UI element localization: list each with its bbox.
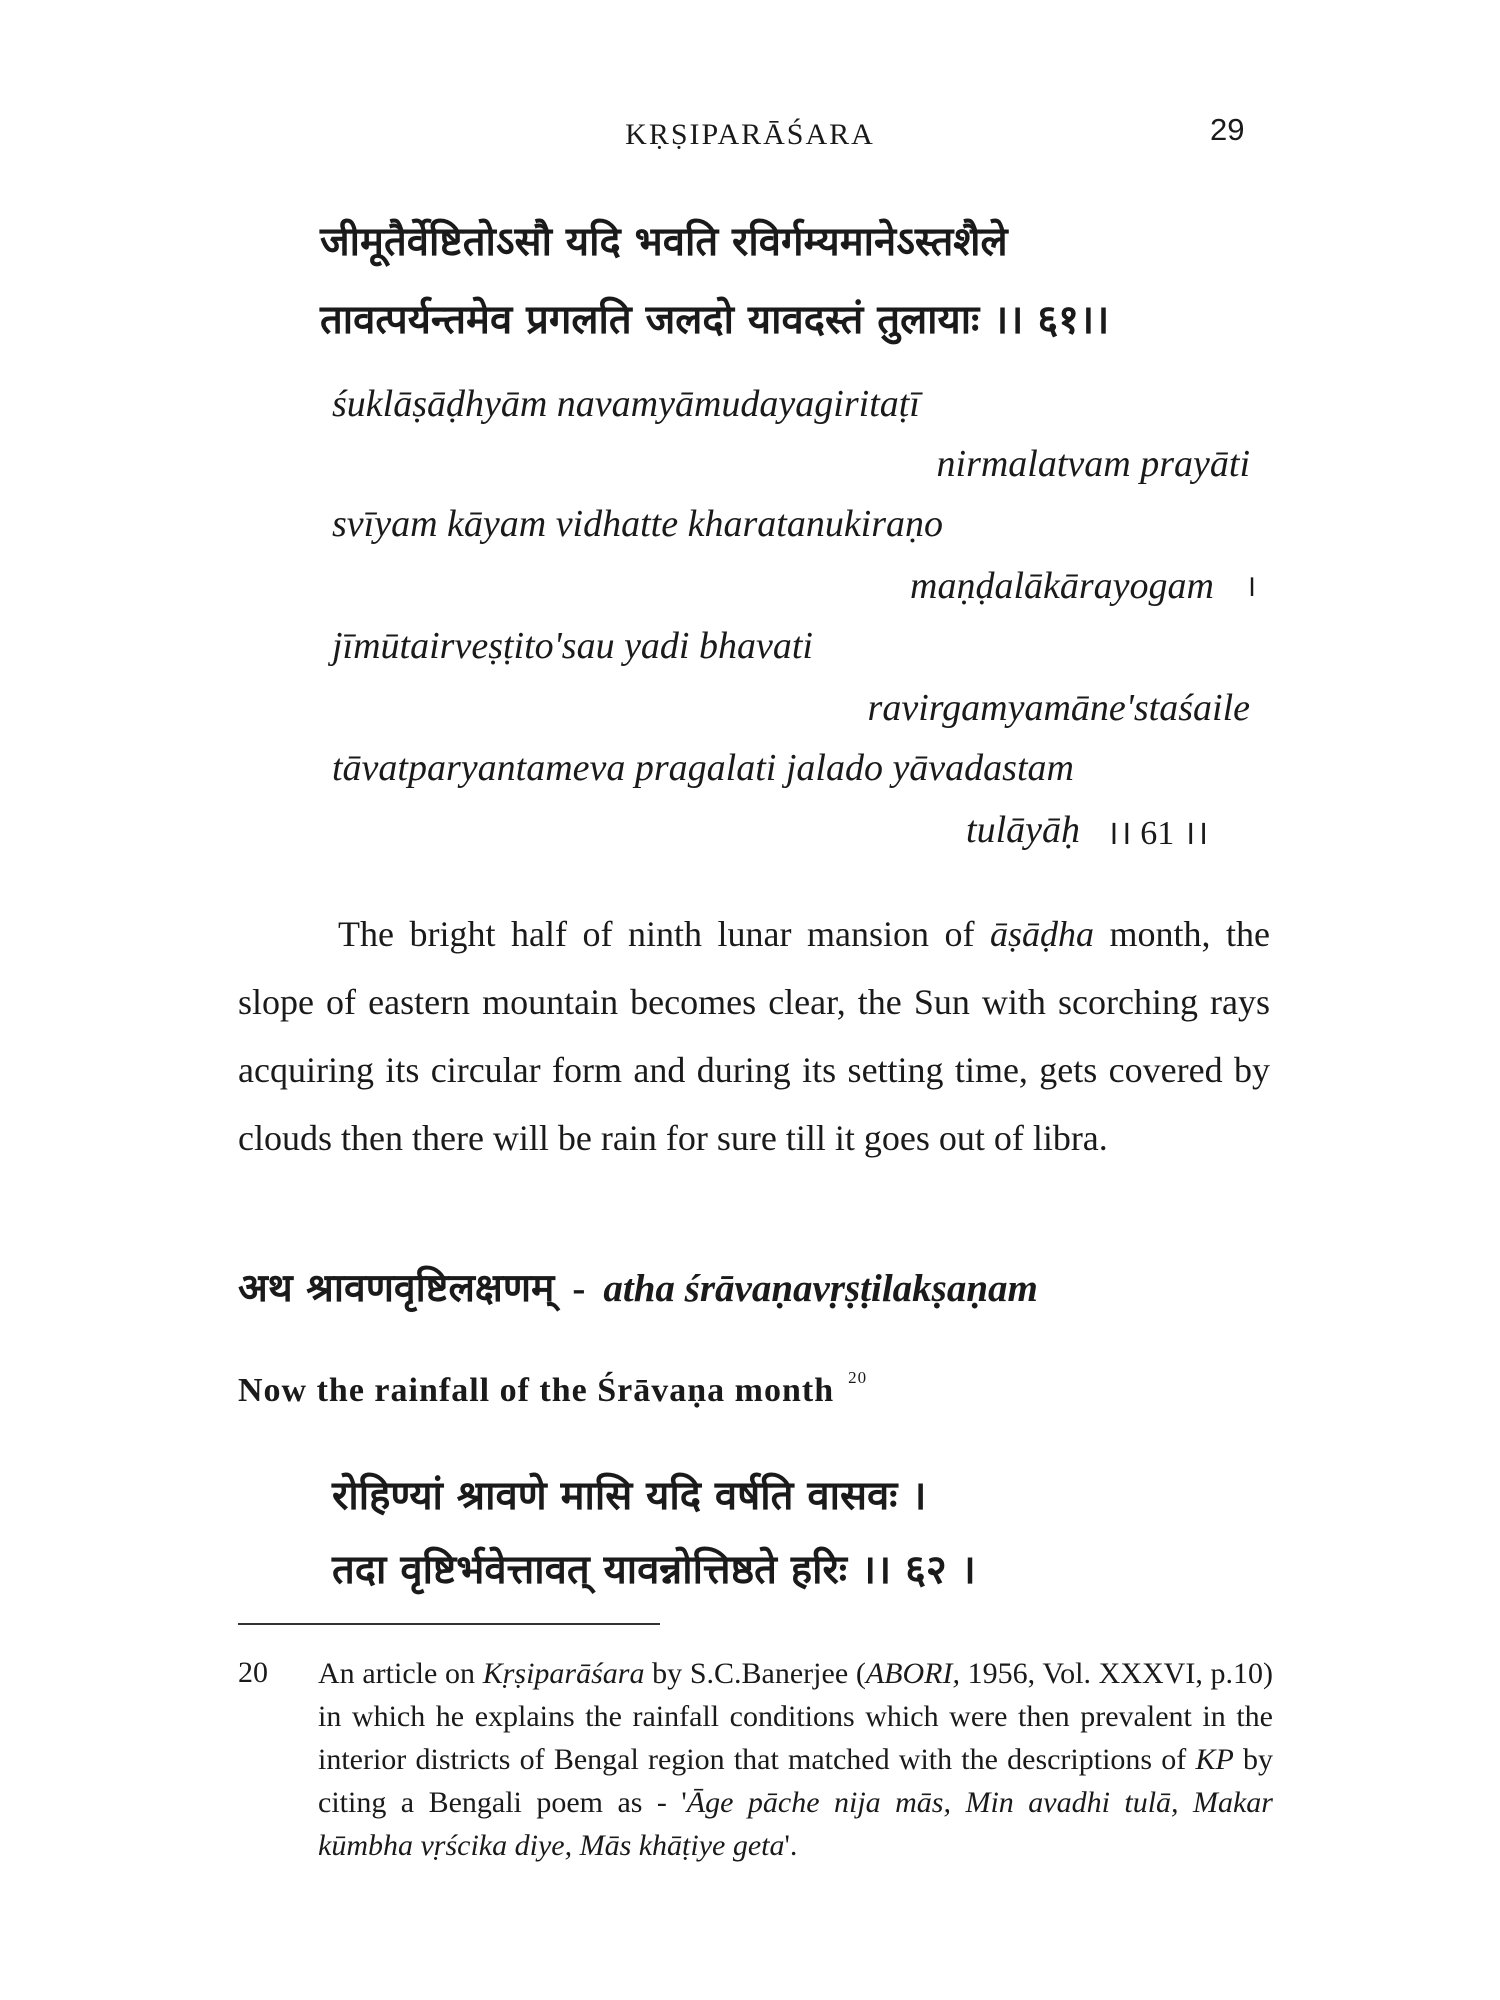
footnote-text-3: 1956, Vol. XXXVI, p.10) in which he explains the rainfall conditions which were then prevalent in the interior districts of Bengal region that matched with the descriptions of — [318, 1657, 1274, 1776]
section-heading-separator: - — [572, 1267, 586, 1310]
footnote-text-5: '. — [784, 1829, 798, 1862]
verse-62-devanagari-line-1: रोहिण्यां श्रावणे मासि यदि वर्षति वासवः । — [332, 1473, 927, 1519]
footnote-divider — [238, 1623, 660, 1625]
footnote-italic-poem: Āge pāche nija mās, Min avadhi tulā, Makar kūmbha vṛścika diye, Mās khāṭiye geta — [318, 1786, 1273, 1862]
translation-text-1: The bright half of ninth lunar mansion of — [338, 914, 990, 954]
translit-line-8: tulāyāḥ — [966, 809, 1080, 851]
section-subtitle-text: Now the rainfall of the Śrāvaṇa month — [238, 1372, 835, 1409]
translation-italic-term: āṣāḍha — [989, 914, 1094, 954]
translit-line-3: svīyam kāyam vidhatte kharatanukiraṇo — [332, 503, 944, 545]
translation-text-2: month, the slope of eastern mountain becomes clear, the Sun with scorching rays acquiring its circular form and during its setting time, gets covered by clouds then there will be rain for sure till it goes out of libra. — [238, 914, 1271, 1158]
translit-line-2: nirmalatvam prayāti — [936, 443, 1250, 485]
verse-62-devanagari-line-2: तदा वृष्टिर्भवेत्तावत् यावन्नोत्तिष्ठते हरिः ।। ६२ । — [332, 1547, 976, 1593]
footnote-italic-journal: ABORI, — [865, 1657, 960, 1690]
footnote-italic-title: Kṛṣiparāśara — [482, 1657, 645, 1690]
footnote-text-2: by S.C.Banerjee ( — [644, 1657, 866, 1690]
translit-danda: । — [1245, 569, 1257, 604]
verse-61-devanagari-line-1: जीमूतैर्वेष्टितोऽसौ यदि भवति रविर्गम्यमानेऽस्तशैले — [320, 219, 1008, 265]
translit-verse-number: ।। 61 ।। — [1106, 815, 1209, 852]
translation-paragraph — [238, 900, 1270, 1172]
section-heading — [238, 1260, 1038, 1313]
section-heading-devanagari: अथ श्रावणवृष्टिलक्षणम् — [238, 1266, 555, 1311]
section-subtitle — [238, 1368, 867, 1410]
footnote-text-1: An article on — [318, 1657, 483, 1690]
footnote-text-4: by citing a Bengali poem as - ' — [318, 1743, 1273, 1819]
running-head-title: KṚṢIPARĀŚARA — [625, 118, 875, 151]
footnote-number: 20 — [238, 1656, 268, 1689]
translit-line-7: tāvatparyantameva pragalati jalado yāvadastam — [332, 747, 1074, 789]
footnote-italic-abbrev: KP — [1195, 1743, 1234, 1776]
translit-line-5: jīmūtairveṣṭito'sau yadi bhavati — [332, 625, 813, 667]
translit-line-1: śuklāṣāḍhyām navamyāmudayagiritaṭī — [332, 383, 920, 425]
footnote-reference[interactable]: 20 — [848, 1368, 868, 1387]
verse-61-devanagari-line-2: तावत्पर्यन्तमेव प्रगलति जलदो यावदस्तं तुलायाः ।। ६१।। — [320, 297, 1110, 343]
translit-line-4: maṇḍalākārayogam — [910, 565, 1214, 607]
footnote-text — [318, 1652, 1273, 1867]
section-heading-transliteration: atha śrāvaṇavṛṣṭilakṣaṇam — [603, 1267, 1038, 1310]
translit-line-6: ravirgamyamāne'staśaile — [867, 687, 1250, 729]
page-number: 29 — [1210, 112, 1245, 147]
